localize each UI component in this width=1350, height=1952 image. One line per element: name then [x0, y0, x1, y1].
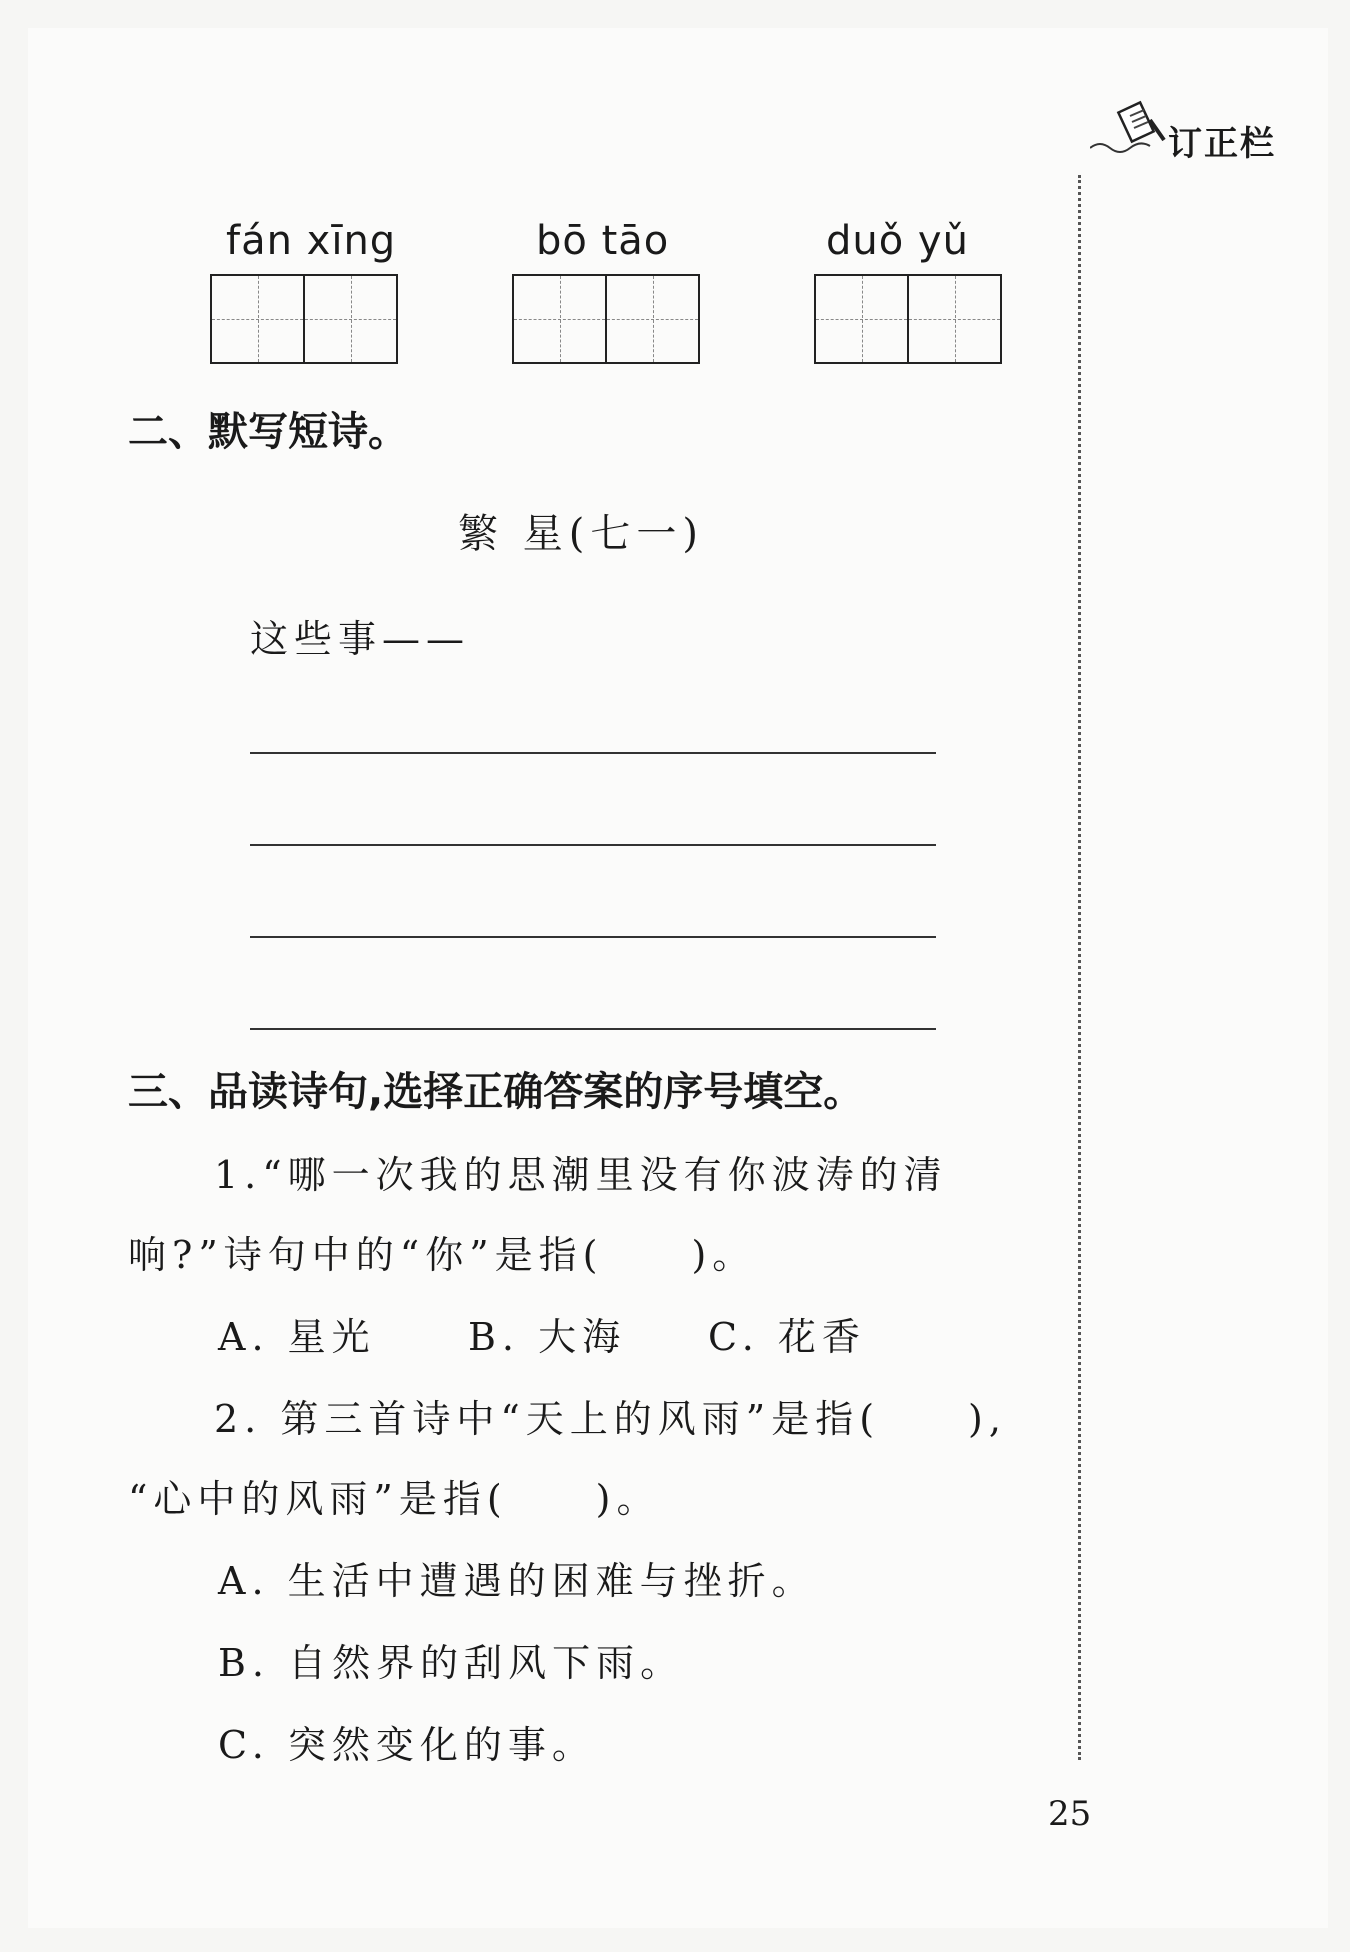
grid-cell[interactable] [305, 276, 396, 362]
poem-title: 繁 星(七一) [458, 511, 704, 557]
writing-grid[interactable] [814, 274, 1002, 364]
writing-grid[interactable] [512, 274, 700, 364]
question-2-text-cont: “心中的风雨”是指( )。 [128, 1477, 661, 1521]
grid-cell[interactable] [816, 276, 909, 362]
grid-cell[interactable] [514, 276, 607, 362]
correction-column-title: 订正栏 [1168, 124, 1276, 164]
q1-option-c: C. 花香 [708, 1315, 866, 1359]
q1-option-a: A. 星光 [218, 1315, 376, 1359]
question-1-text: 1.“哪一次我的思潮里没有你波涛的清 [214, 1153, 948, 1197]
question-1-text-cont: 响?”诗句中的“你”是指( )。 [128, 1233, 757, 1277]
pinyin-label: duǒ yǔ [826, 218, 969, 264]
question-2-text: 2. 第三首诗中“天上的风雨”是指( ), [214, 1397, 1007, 1441]
answer-line[interactable] [250, 1028, 936, 1030]
q2-option-c: C. 突然变化的事。 [218, 1723, 596, 1767]
q2-option-b: B. 自然界的刮风下雨。 [218, 1641, 685, 1685]
q1-option-b: B. 大海 [468, 1315, 627, 1359]
q2-option-a: A. 生活中遭遇的困难与挫折。 [218, 1559, 816, 1603]
grid-cell[interactable] [909, 276, 1000, 362]
pinyin-label: bō tāo [536, 218, 670, 264]
grid-cell[interactable] [212, 276, 305, 362]
pinyin-label: fán xīng [226, 218, 397, 264]
answer-line[interactable] [250, 844, 936, 846]
writing-grid[interactable] [210, 274, 398, 364]
answer-line[interactable] [250, 936, 936, 938]
grid-cell[interactable] [607, 276, 698, 362]
section-heading: 二、默写短诗。 [128, 409, 408, 455]
correction-column-divider [1078, 175, 1081, 1760]
section-heading: 三、品读诗句,选择正确答案的序号填空。 [128, 1069, 864, 1115]
pencil-note-icon [1090, 100, 1170, 160]
poem-first-line: 这些事—— [250, 617, 471, 661]
answer-line[interactable] [250, 752, 936, 754]
page-number: 25 [1048, 1794, 1092, 1834]
